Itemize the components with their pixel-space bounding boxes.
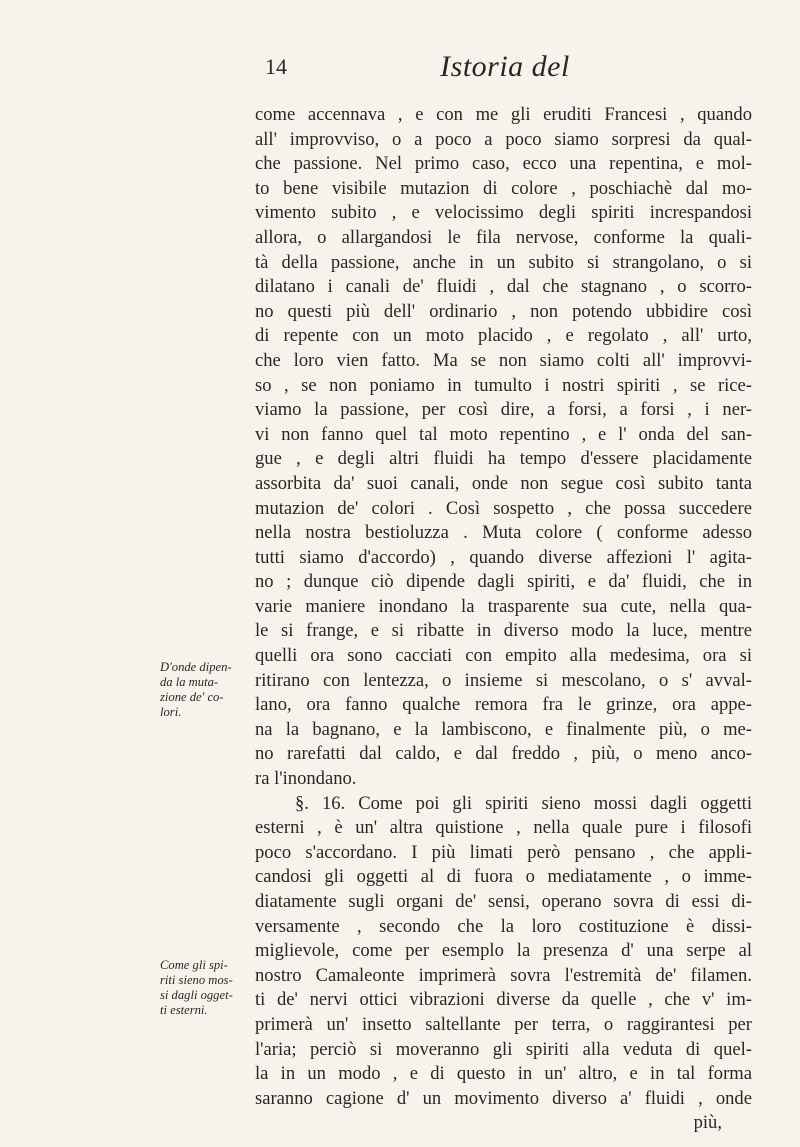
page-header: [265, 50, 745, 90]
text-line: ti de' nervi ottici vibrazioni diverse da quelle , che v' im-: [255, 989, 752, 1011]
margin-note-line: da la muta-: [160, 675, 219, 689]
text-line: so , se non poniamo in tumulto i nostri spiriti , se rice-: [255, 374, 752, 396]
text-line: mutazion de' colori . Così sospetto , che possa succedere: [255, 497, 752, 519]
text-line: come accennava , e con me gli eruditi Francesi , quando: [255, 104, 752, 125]
margin-note-line: riti sieno mos-: [160, 973, 233, 987]
text-line: dilatano i canali de' fluidi , dal che stagnano , o scorro-: [255, 276, 752, 298]
text-line: na la bagnano, e la lambiscono, e finalmente più, o me-: [255, 718, 752, 740]
text-line: no ; dunque ciò dipende dagli spiriti, e da' fluidi, che in: [255, 571, 752, 593]
text-line: le si frange, e si ribatte in diverso modo la luce, mentre: [255, 620, 752, 642]
text-line: no rarefatti dal caldo, e dal freddo , più, o meno anco-: [255, 743, 752, 765]
text-line: varie maniere inondano la trasparente sua cute, nella qua-: [255, 595, 752, 617]
text-line: to bene visibile mutazion di colore , poschiachè dal mo-: [255, 177, 752, 199]
text-line: tutti siamo d'accordo) , quando diverse affezioni l' agita-: [255, 546, 752, 568]
text-line: primerà un' insetto saltellante per terra, o raggirantesi per: [255, 1013, 752, 1035]
text-line: la in un modo , e di questo in un' altro, e in tal forma: [255, 1063, 752, 1085]
text-line: all' improvviso, o a poco a poco siamo sorpresi da qual-: [255, 128, 752, 150]
catchword: più,: [693, 1112, 722, 1134]
margin-note-line: Come gli spi-: [160, 958, 228, 972]
text-line: di repente con un moto placido , e regolato , all' urto,: [255, 325, 752, 347]
text-line: tà della passione, anche in un subito si strangolano, o si: [255, 251, 752, 273]
text-line: diatamente sugli organi de' sensi, operano sovra di essi di-: [255, 891, 752, 912]
text-line: poco s'accordano. I più limati però pensano , che appli-: [255, 841, 752, 863]
text-line: che loro vien fatto. Ma se non siamo colti all' improvvi-: [255, 349, 752, 371]
text-line: ra l'inondano.: [255, 768, 357, 790]
text-line: viamo la passione, per così dire, a forsi, a forsi , i ner-: [255, 399, 752, 421]
margin-note-color-change: [160, 660, 255, 720]
text-line: versamente , secondo che la loro costituzione è dissi-: [255, 915, 752, 937]
page-number: 14: [265, 54, 287, 79]
text-line: assorbita da' suoi canali, onde non segue così subito tanta: [255, 472, 752, 494]
text-line: vi non fanno quel tal moto repentino , e l' onda del san-: [255, 423, 752, 445]
running-title: Istoria del: [440, 50, 570, 83]
text-line: miglievole, come per esemplo la presenza d' una serpe al: [255, 940, 752, 962]
margin-note-spirits-moved: [160, 958, 255, 1018]
text-line: no questi più dell' ordinario , non potendo ubbidire così: [255, 300, 752, 322]
text-line: lano, ora fanno qualche remora fra le grinze, ora appe-: [255, 694, 752, 716]
section-heading-line: §. 16. Come poi gli spiriti sieno mossi dagli oggetti: [295, 792, 752, 814]
margin-note-line: lori.: [160, 705, 182, 719]
text-line: esterni , è un' altra quistione , nella quale pure i filosofi: [255, 817, 752, 839]
margin-note-line: ti esterni.: [160, 1003, 208, 1017]
text-line: gue , e degli altri fluidi ha tempo d'essere placidamente: [255, 448, 752, 470]
text-line: vimento subito , e velocissimo degli spiriti increspandosi: [255, 202, 752, 224]
text-line: nella nostra bestioluzza . Muta colore ( conforme adesso: [255, 522, 752, 544]
text-line: quelli ora sono cacciati con empito alla medesima, ora si: [255, 645, 752, 667]
margin-note-line: D'onde dipen-: [160, 660, 232, 674]
text-line: ritirano con lentezza, o insieme si mescolano, o s' avval-: [255, 669, 752, 691]
text-line: che passione. Nel primo caso, ecco una repentina, e mol-: [255, 153, 752, 175]
text-line: candosi gli oggetti al di fuora o mediatamente , o imme-: [255, 866, 752, 888]
text-line: l'aria; perciò si moveranno gli spiriti alla veduta di quel-: [255, 1038, 752, 1060]
text-line: saranno cagione d' un movimento diverso a' fluidi , onde: [255, 1087, 752, 1109]
margin-note-line: si dagli ogget-: [160, 988, 233, 1002]
margin-note-line: zione de' co-: [160, 690, 224, 704]
text-line: nostro Camaleonte imprimerà sovra l'estremità de' filamen.: [255, 964, 752, 986]
text-line: allora, o allargandosi le fila nervose, conforme la quali-: [255, 226, 752, 248]
body-text: [255, 103, 752, 1136]
